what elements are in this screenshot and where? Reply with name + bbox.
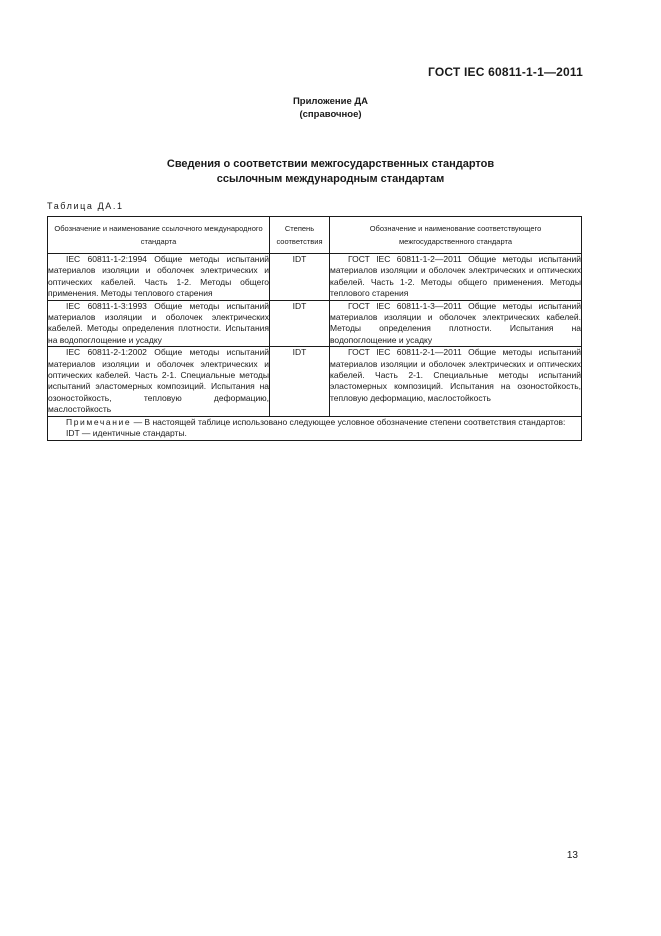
interstate-standard-cell: ГОСТ IEC 60811-1-3—2011 Общие методы испытаний материалов изоляции и оболочек электрических кабелей. Методы определения плотности. Испытания на водопоглощение и усадку (330, 300, 581, 345)
degree-cell: IDT (270, 254, 330, 301)
table-row (48, 254, 582, 301)
table-label: Таблица ДА.1 (47, 201, 124, 211)
interstate-standard-cell: ГОСТ IEC 60811-1-2—2011 Общие методы испытаний материалов изоляции и оболочек электрических и оптических кабелей. Часть 1-2. Методы общего применения. Методы теплового старения (330, 254, 581, 299)
page-number: 13 (566, 850, 578, 861)
note-legend: IDT — идентичные стандарты. (66, 428, 187, 439)
section-title (0, 157, 661, 187)
interstate-standard-cell: ГОСТ IEC 60811-2-1—2011 Общие методы испытаний материалов изоляции и оболочек электрических и оптических кабелей. Часть 2-1. Специальные методы испытаний эластомерных композиций. Испытания на озоностойкость, тепловую деформацию, маслостойкость (330, 347, 582, 416)
appendix-heading (0, 95, 661, 121)
section-title-line2: ссылочным международным стандартам (216, 173, 445, 185)
table-row (48, 300, 582, 347)
table-header-row (48, 217, 582, 254)
header-international: Обозначение и наименование ссылочного международного стандарта (48, 217, 270, 254)
table-note-row (48, 416, 582, 440)
note-prefix: Примечание (66, 416, 132, 427)
international-standard-cell: IEC 60811-1-3:1993 Общие методы испытаний материалов изоляции и оболочек электрических кабелей. Методы определения плотности. Испытания на водопоглощение и усадку (48, 300, 269, 345)
section-title-line1: Сведения о соответствии межгосударственных стандартов (166, 158, 495, 170)
document-code: ГОСТ IEC 60811-1-1—2011 (427, 65, 583, 79)
appendix-subtitle: (справочное) (299, 109, 362, 120)
note-text: — В настоящей таблице использовано следующее условное обозначение степени соответствия стандартов: (131, 416, 566, 427)
international-standard-cell: IEC 60811-2-1:2002 Общие методы испытаний материалов изоляции и оболочек электрических и оптических кабелей. Часть 2-1. Специальные методы испытаний эластомерных композиций. Испытания на озоностойкость, тепловую деформацию, маслостойкость (48, 347, 269, 415)
header-interstate: Обозначение и наименование соответствующего межгосударственного стандарта (330, 217, 582, 254)
international-standard-cell: IEC 60811-1-2:1994 Общие методы испытаний материалов изоляции и оболочек электрических и оптических кабелей. Часть 1-2. Методы общего применения. Методы теплового старения (48, 254, 269, 299)
table-row (48, 347, 582, 416)
degree-cell: IDT (270, 300, 330, 347)
appendix-title: Приложение ДА (292, 96, 369, 107)
table-note (48, 416, 582, 440)
header-degree: Степень соответствия (270, 217, 330, 254)
standards-table (47, 216, 582, 441)
degree-cell: IDT (270, 347, 330, 416)
